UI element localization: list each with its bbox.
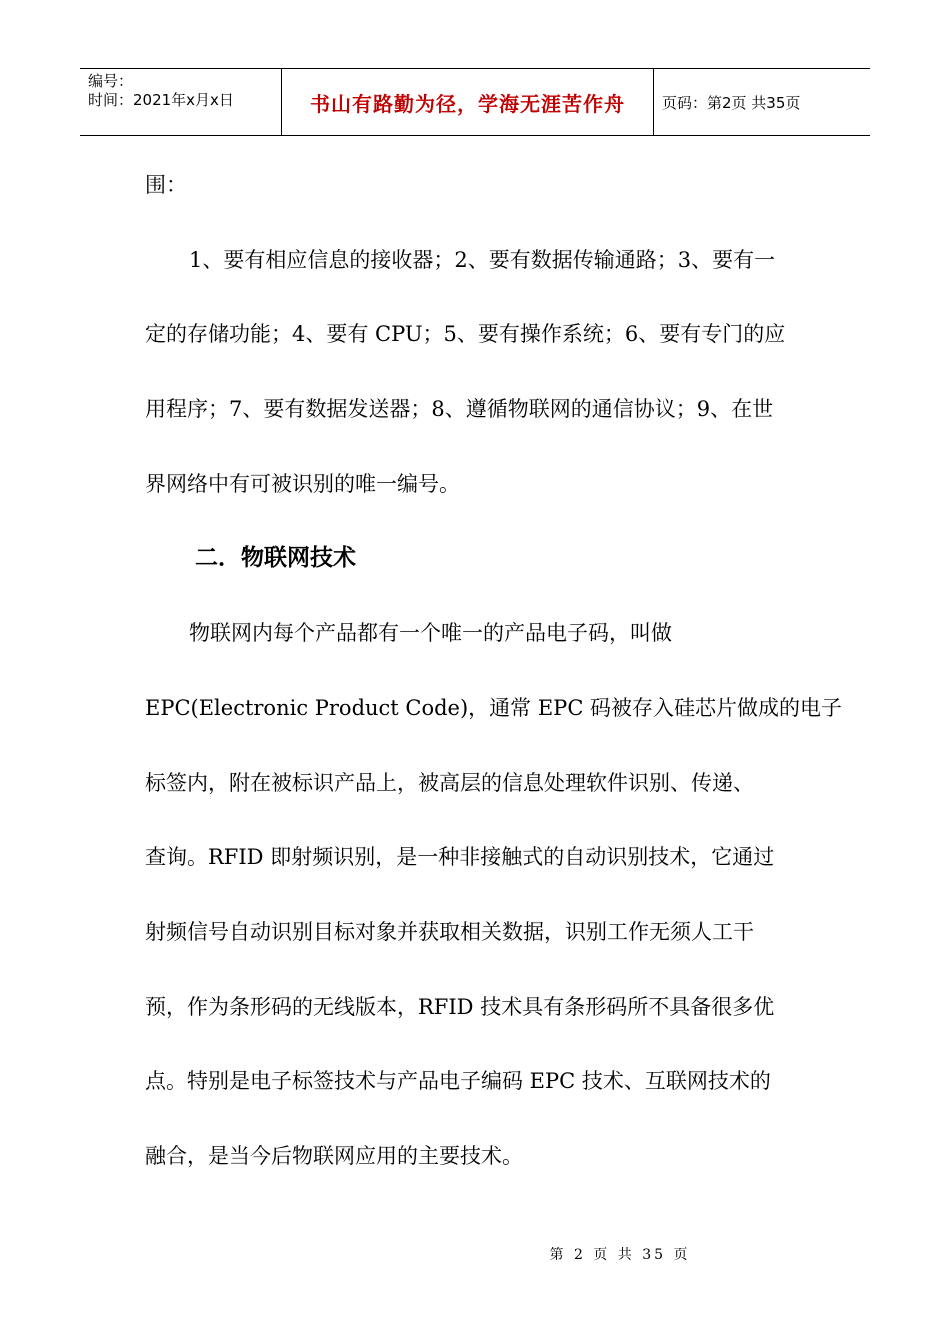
paragraph-line: 融合，是当今后物联网应用的主要技术。 bbox=[145, 1143, 523, 1168]
paragraph-line: 查询。RFID 即射频识别，是一种非接触式的自动识别技术，它通过 bbox=[145, 845, 775, 870]
paragraph-line: 物联网内每个产品都有一个唯一的产品电子码，叫做 bbox=[189, 621, 672, 646]
paragraph-line: 射频信号自动识别目标对象并获取相关数据，识别工作无须人工干 bbox=[145, 919, 754, 944]
paragraph-line: 用程序；7、要有数据发送器；8、遵循物联网的通信协议；9、在世 bbox=[145, 397, 774, 422]
section-heading: 二．物联网技术 bbox=[195, 545, 356, 572]
paragraph-line: 1、要有相应信息的接收器；2、要有数据传输通路；3、要有一 bbox=[189, 247, 776, 272]
header-motto: 书山有路勤为径，学海无涯苦作舟 bbox=[282, 69, 654, 135]
document-body bbox=[145, 148, 843, 1194]
paragraph-line: 预，作为条形码的无线版本，RFID 技术具有条形码所不具备很多优 bbox=[145, 994, 775, 1019]
page-footer: 第 2 页 共 35 页 bbox=[549, 1247, 691, 1263]
header-page-info: 页码：第2页 共35页 bbox=[662, 93, 801, 112]
header-meta bbox=[80, 69, 282, 135]
paragraph-line: 定的存储功能；4、要有 CPU；5、要有操作系统；6、要有专门的应 bbox=[145, 322, 786, 347]
paragraph-line: EPC(Electronic Product Code)，通常 EPC 码被存入硅芯片做成的电子 bbox=[145, 695, 843, 720]
paragraph-line: 标签内，附在被标识产品上，被高层的信息处理软件识别、传递、 bbox=[145, 770, 754, 795]
header-number-label: 编号： bbox=[88, 72, 134, 90]
header-time-label: 时间：2021年x月x日 bbox=[88, 91, 234, 109]
paragraph-line: 界网络中有可被识别的唯一编号。 bbox=[145, 471, 460, 496]
paragraph-line: 点。特别是电子标签技术与产品电子编码 EPC 技术、互联网技术的 bbox=[145, 1069, 771, 1094]
paragraph-line: 围： bbox=[145, 173, 187, 197]
page-header bbox=[80, 68, 870, 136]
